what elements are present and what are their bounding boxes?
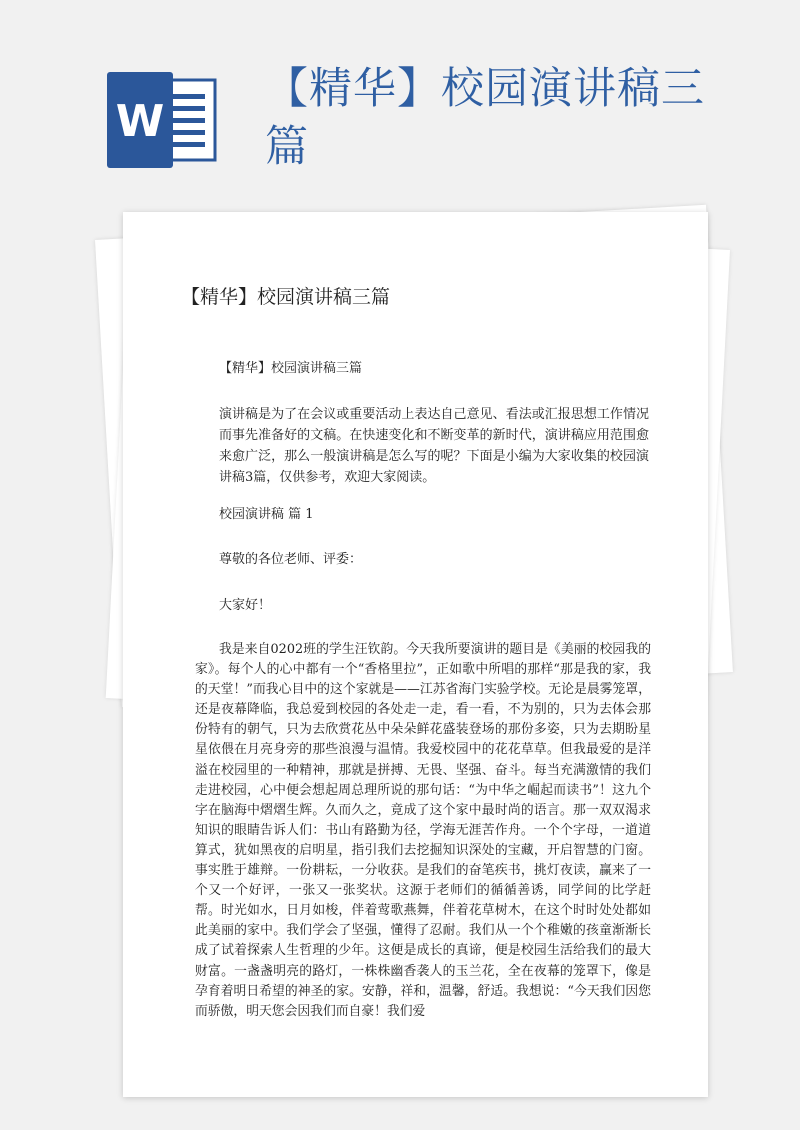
document-page — [123, 212, 708, 1097]
document-subheading: 【精华】校园演讲稿三篇 — [219, 361, 363, 376]
hello-line: 大家好！ — [219, 598, 272, 613]
page-title: 【精华】校园演讲稿三篇 — [265, 64, 705, 172]
section-title: 校园演讲稿 篇 1 — [219, 507, 314, 522]
greeting-line: 尊敬的各位老师、评委： — [219, 552, 363, 567]
intro-paragraph: 演讲稿是为了在会议或重要活动上表达自己意见、看法或汇报思想工作情况而事先准备好的文稿。在快速变化和不断变革的新时代，演讲稿应用范围愈来愈广泛，那么一般演讲稿是怎么写的呢？下面是小编为大家收集的校园演讲稿3篇，仅供参考，欢迎大家阅读。 — [219, 407, 649, 485]
document-heading: 【精华】校园演讲稿三篇 — [181, 286, 391, 308]
speech-body-paragraph: 我是来自0202班的学生汪钦韵。今天我所要演讲的题目是《美丽的校园我的家》。每个人的心中都有一个“香格里拉”，正如歌中所唱的那样“那是我的家，我的天堂！”而我心目中的这个家就是——江苏省海门实验学校。无论是晨雾笼罩，还是夜幕降临，我总爱到校园的各处走一走，看一看，不为别的，只为去体会那份特有的朝气，只为去欣赏花丛中朵朵鲜花盛装登场的那份多姿，只为去期盼星星依偎在月亮身旁的那些浪漫与温情。我爱校园中的花花草草。但我最爱的是洋溢在校园里的一种精神，那就是拼搏、无畏、坚强、奋斗。每当充满激情的我们走进校园，心中便会想起周总理所说的那句话：“为中华之崛起而读书”！这九个字在脑海中熠熠生辉。久而久之，竟成了这个家中最时尚的语言。那一双双渴求知识的眼睛告诉人们：书山有路勤为径，学海无涯苦作舟。一个个字母，一道道算式，犹如黑夜的启明星，指引我们去挖掘知识深处的宝藏，开启智慧的门窗。事实胜于雄辩。一份耕耘，一分收获。是我们的奋笔疾书，挑灯夜读，赢来了一个又一个好评，一张又一张奖状。这源于老师们的循循善诱，同学间的比学赶帮。时光如水，日月如梭，伴着莺歌燕舞，伴着花草树木，在这个时时处处都如此美丽的家中。我们学会了坚强，懂得了忍耐。我们从一个个稚嫩的孩童渐渐长成了试着探索人生哲理的少年。这便是成长的真谛，便是校园生活给我们的最大财富。一盏盏明亮的路灯，一株株幽香袭人的玉兰花，全在夜幕的笼罩下，像是孕育着明日希望的神圣的家。安静，祥和，温馨，舒适。我想说：“今天我们因您而骄傲，明天您会因我们而自豪！我们爱 — [195, 642, 651, 1019]
svg-text:W: W — [115, 96, 165, 147]
word-document-icon — [107, 72, 217, 168]
